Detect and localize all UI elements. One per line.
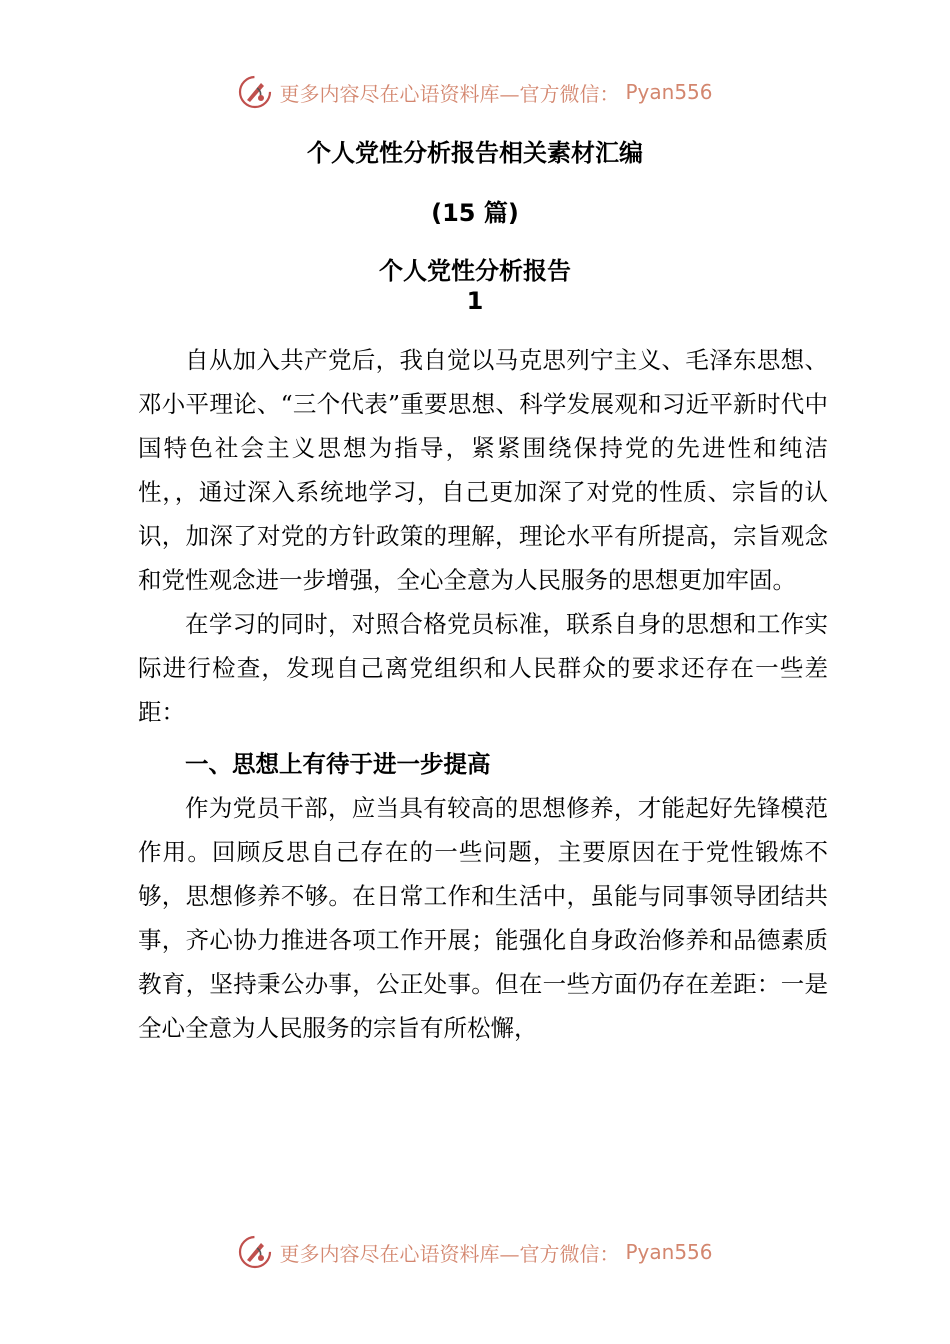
watermark-account: Pyan556 (625, 80, 713, 104)
brand-logo-icon (237, 1234, 273, 1270)
watermark-account: Pyan556 (625, 1240, 713, 1264)
document-body (138, 338, 828, 1050)
footer-watermark (0, 1232, 950, 1272)
watermark-text: 更多内容尽在心语资料库—官方微信： (279, 1241, 620, 1266)
paragraph: 作为党员干部，应当具有较高的思想修养，才能起好先锋模范作用。回顾反思自己存在的一些问题，主要原因在于党性锻炼不够，思想修养不够。在日常工作和生活中，虽能与同事领导团结共事，齐心协力推进各项工作开展；能强化自身政治修养和品德素质教育，坚持秉公办事，公正处事。但在一些方面仍存在差距：一是全心全意为人民服务的宗旨有所松懈， (138, 794, 828, 1042)
document-title: 个人党性分析报告相关素材汇编 (307, 139, 643, 167)
document-count: (15 篇) (431, 199, 519, 227)
document-number: 1 (466, 287, 484, 315)
paragraph: 自从加入共产党后，我自觉以马克思列宁主义、毛泽东思想、邓小平理论、“三个代表”重要思想、科学发展观和习近平新时代中国特色社会主义思想为指导，紧紧围绕保持党的先进性和纯洁性，，通过深入系统地学习，自己更加深了对党的性质、宗旨的认识，加深了对党的方针政策的理解，理论水平有所提高，宗旨观念和党性观念进一步增强，全心全意为人民服务的思想更加牢固。 (138, 346, 828, 594)
document-subtitle: 个人党性分析报告 (379, 257, 571, 285)
watermark-text: 更多内容尽在心语资料库—官方微信： (279, 81, 620, 106)
section-heading: 一、思想上有待于进一步提高 (185, 750, 491, 778)
brand-logo-icon (237, 74, 273, 110)
header-watermark (0, 72, 950, 112)
paragraph: 在学习的同时，对照合格党员标准，联系自身的思想和工作实际进行检查，发现自己离党组织和人民群众的要求还存在一些差距： (138, 610, 828, 726)
